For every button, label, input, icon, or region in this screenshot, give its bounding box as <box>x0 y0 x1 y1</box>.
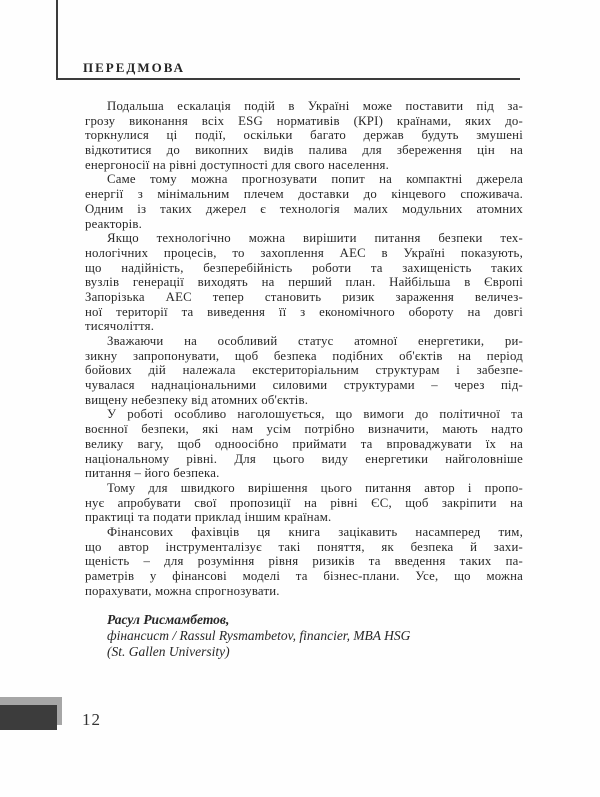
text-line: воєнної безпеки, які нам усім потрібно визначити, мають надто <box>85 422 523 437</box>
text-line: вищену небезпеку від атомних об'єктів. <box>85 392 309 407</box>
text-line: Саме тому можна прогнозувати попит на компактні джерела <box>107 172 523 187</box>
text-line: тисячоліття. <box>85 319 155 334</box>
body-text <box>85 99 523 598</box>
text-line: практиці та подати приклад іншим країнам. <box>85 510 332 525</box>
text-line: національному рівні. Для цього виду енергетики найголовніше <box>85 451 523 466</box>
text-line: Запорізька АЕС тепер становить ризик зараження величез- <box>85 289 523 304</box>
author-block <box>107 612 527 659</box>
text-line: що надійність, безперебійність роботи та захищеність таких <box>85 260 523 275</box>
text-line: нує апробувати свої пропозиції на рівні ЄС, щоб закріпити на <box>85 495 523 510</box>
text-line: У роботі особливо наголошується, що вимоги до політичної та <box>107 407 523 422</box>
text-line: торкнулися ці події, оскільки багато держав будуть змушені <box>85 128 523 143</box>
text-line: що автор інструменталізує такі поняття, як безпека й захи- <box>85 539 523 554</box>
text-line: грозу виконання всіх ESG нормативів (КРІ) країнами, яких до- <box>85 113 523 128</box>
text-line: ної території та виведення її з економічного обороту на довгі <box>85 304 523 319</box>
text-line: чувалася наднаціональними силовими структурами – через під- <box>85 378 523 393</box>
corner-tab-dark <box>0 705 57 730</box>
text-line: нологічних процесів, то захоплення АЕС в Україні показують, <box>85 245 523 260</box>
text-line: порахувати, можна спрогнозувати. <box>85 583 280 598</box>
author-name: Расул Рисмамбетов, <box>107 612 230 627</box>
text-line: бойових дій належала екстериторіальним структурам і забезпе- <box>85 363 523 378</box>
text-line: велику вагу, щоб одноосібно приймати та впроваджувати їх на <box>85 436 523 451</box>
text-line: Якщо технологічно можна вирішити питання безпеки тех- <box>107 231 523 246</box>
page-header-title: ПЕРЕДМОВА <box>83 60 185 75</box>
text-line: Подальша ескалація подій в Україні може поставити під за- <box>107 99 523 113</box>
text-line: Зважаючи на особливий статус атомної енергетики, ри- <box>107 334 523 348</box>
header-left-tick <box>56 0 58 80</box>
author-university: (St. Gallen University) <box>107 643 230 659</box>
text-line: щеність – для розуміння рівня ризиків та введення таких па- <box>85 554 523 569</box>
author-title: фінансист / Rassul Rysmambetov, financier, MBA HSG <box>107 627 411 643</box>
text-line: зикну запропонувати, щоб безпека подібних об'єктів на період <box>85 348 523 363</box>
text-line: питання – його безпека. <box>85 466 220 481</box>
text-line: енергії з мінімальним плечем доставки до кінцевого споживача. <box>85 187 523 202</box>
text-line: раметрів у фінансові моделі та бізнес-плани. Усе, що можна <box>85 569 523 583</box>
page-number: 12 <box>82 710 101 729</box>
text-line: вузлів генерації виходять на перший план. Найбільша в Європі <box>85 275 523 290</box>
text-line: Тому для швидкого вирішення цього питання автор і пропо- <box>107 480 523 495</box>
text-line: Фінансових фахівців ця книга зацікавить насамперед тим, <box>107 524 523 539</box>
header-rule <box>56 78 520 80</box>
text-line: енергоносії на рівні доступності для свого населення. <box>85 157 390 172</box>
text-line: відкотитися до викопних видів палива для збереження цін на <box>85 143 523 158</box>
text-line: Одним із таких джерел є технологія малих модульних атомних <box>85 201 523 216</box>
text-line: реакторів. <box>85 216 142 231</box>
